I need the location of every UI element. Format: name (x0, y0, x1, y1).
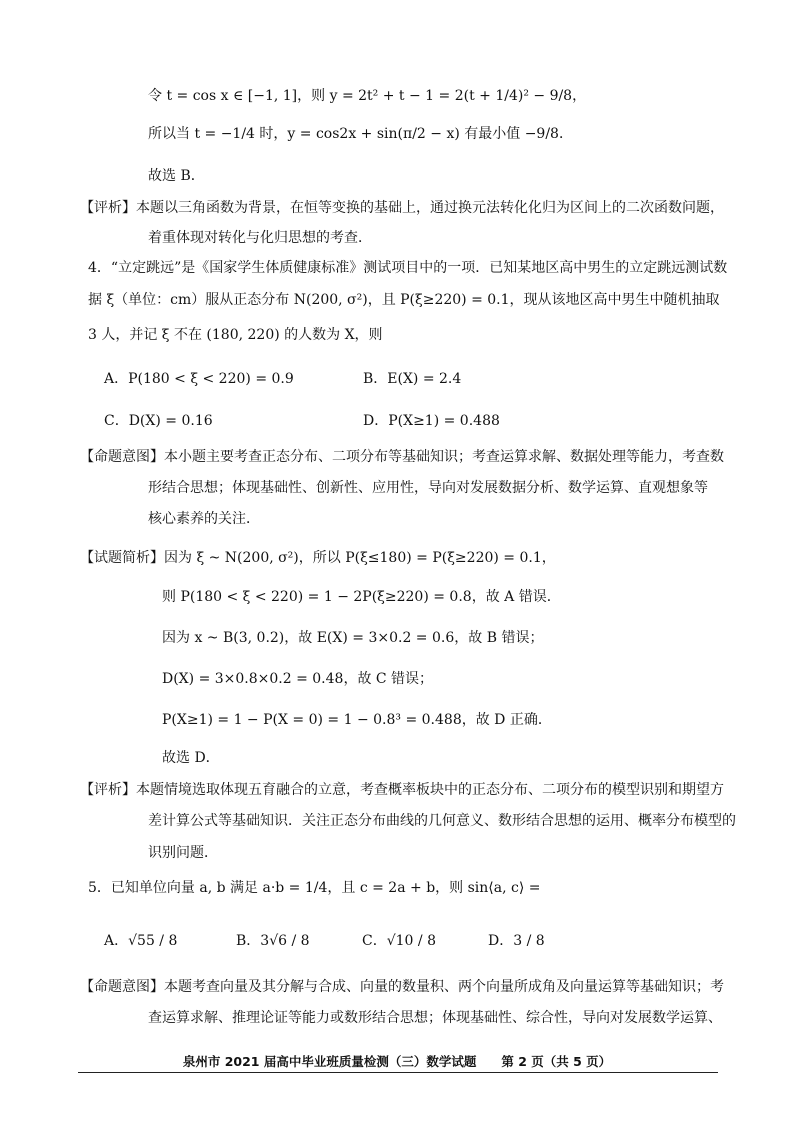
footer-divider (78, 1072, 718, 1073)
q5-option-b: B．3√6 / 8 (236, 933, 310, 949)
q5-option-a: A．√55 / 8 (104, 933, 178, 949)
intent-line-2: 形结合思想；体现基础性、创新性、应用性，导向对发展数据分析、数学运算、直观想象等 (148, 480, 708, 496)
analysis-answer-d: 故选 D． (162, 750, 220, 766)
analysis-line-3: 因为 x ~ B(3, 0.2)，故 E(X) = 3×0.2 = 0.6，故 B 错误； (162, 630, 544, 646)
solution-answer-b: 故选 B． (148, 168, 205, 184)
page-footer: 泉州市 2021 届高中毕业班质量检测（三）数学试题 第 2 页（共 5 页） (182, 1054, 612, 1069)
solution-line-1: 令 t = cos x ∈ [−1, 1]，则 y = 2t² + t − 1 = 2(t + 1/4)² − 9/8， (148, 88, 587, 104)
q5-intent-line-1: 【命题意图】本题考查向量及其分解与合成、向量的数量积、两个向量所成角及向量运算等基础知识；考 (80, 979, 724, 995)
review-line-1: 【评析】本题情境选取体现五育融合的立意，考查概率板块中的正态分布、二项分布的模型识别和期望方 (80, 782, 724, 798)
q5-option-c: C．√10 / 8 (362, 933, 436, 949)
analysis-line-1: 【试题简析】因为 ξ ~ N(200, σ²)，所以 P(ξ≤180) = P(ξ≥220) = 0.1， (80, 550, 556, 566)
option-a: A．P(180 < ξ < 220) = 0.9 (104, 371, 294, 387)
analysis-line-2: 则 P(180 < ξ < 220) = 1 − 2P(ξ≥220) = 0.8，故 A 错误． (162, 589, 561, 605)
intent-line-1: 【命题意图】本小题主要考查正态分布、二项分布等基础知识；考查运算求解、数据处理等能力，考查数 (80, 449, 724, 465)
solution-line-2: 所以当 t = −1/4 时，y = cos2x + sin(π/2 − x) 有最小值 −9/8． (148, 126, 573, 142)
question-4-line-1: 4．“立定跳远”是《国家学生体质健康标准》测试项目中的一项．已知某地区高中男生的立定跳远测试数 (88, 260, 728, 276)
review-line-3: 识别问题． (148, 845, 218, 861)
intent-line-3: 核心素养的关注． (148, 511, 260, 527)
analysis-line-4: D(X) = 3×0.8×0.2 = 0.48，故 C 错误； (162, 671, 434, 687)
comment-line-2: 着重体现对转化与化归思想的考查． (148, 230, 372, 246)
question-5-stem: 5．已知单位向量 a, b 满足 a·b = 1/4，且 c = 2a + b，则 sin⟨a, c⟩ = (88, 880, 541, 896)
analysis-line-5: P(X≥1) = 1 − P(X = 0) = 1 − 0.8³ = 0.488，故 D 正确． (162, 712, 552, 728)
q5-intent-line-2: 查运算求解、推理论证等能力或数形结合思想；体现基础性、综合性，导向对发展数学运算、 (148, 1010, 722, 1026)
q5-option-d: D．3 / 8 (488, 933, 545, 949)
option-d: D．P(X≥1) = 0.488 (363, 413, 500, 429)
review-line-2: 差计算公式等基础知识．关注正态分布曲线的几何意义、数形结合思想的运用、概率分布模型的 (148, 813, 736, 829)
question-4-line-3: 3 人，并记 ξ 不在 (180, 220) 的人数为 X，则 (88, 327, 383, 343)
option-c: C．D(X) = 0.16 (104, 413, 213, 429)
comment-line-1: 【评析】本题以三角函数为背景，在恒等变换的基础上，通过换元法转化化归为区间上的二次函数问题， (80, 200, 724, 216)
option-b: B．E(X) = 2.4 (363, 371, 462, 387)
question-4-line-2: 据 ξ（单位：cm）服从正态分布 N(200, σ²)，且 P(ξ≥220) = 0.1，现从该地区高中男生中随机抽取 (88, 292, 720, 308)
